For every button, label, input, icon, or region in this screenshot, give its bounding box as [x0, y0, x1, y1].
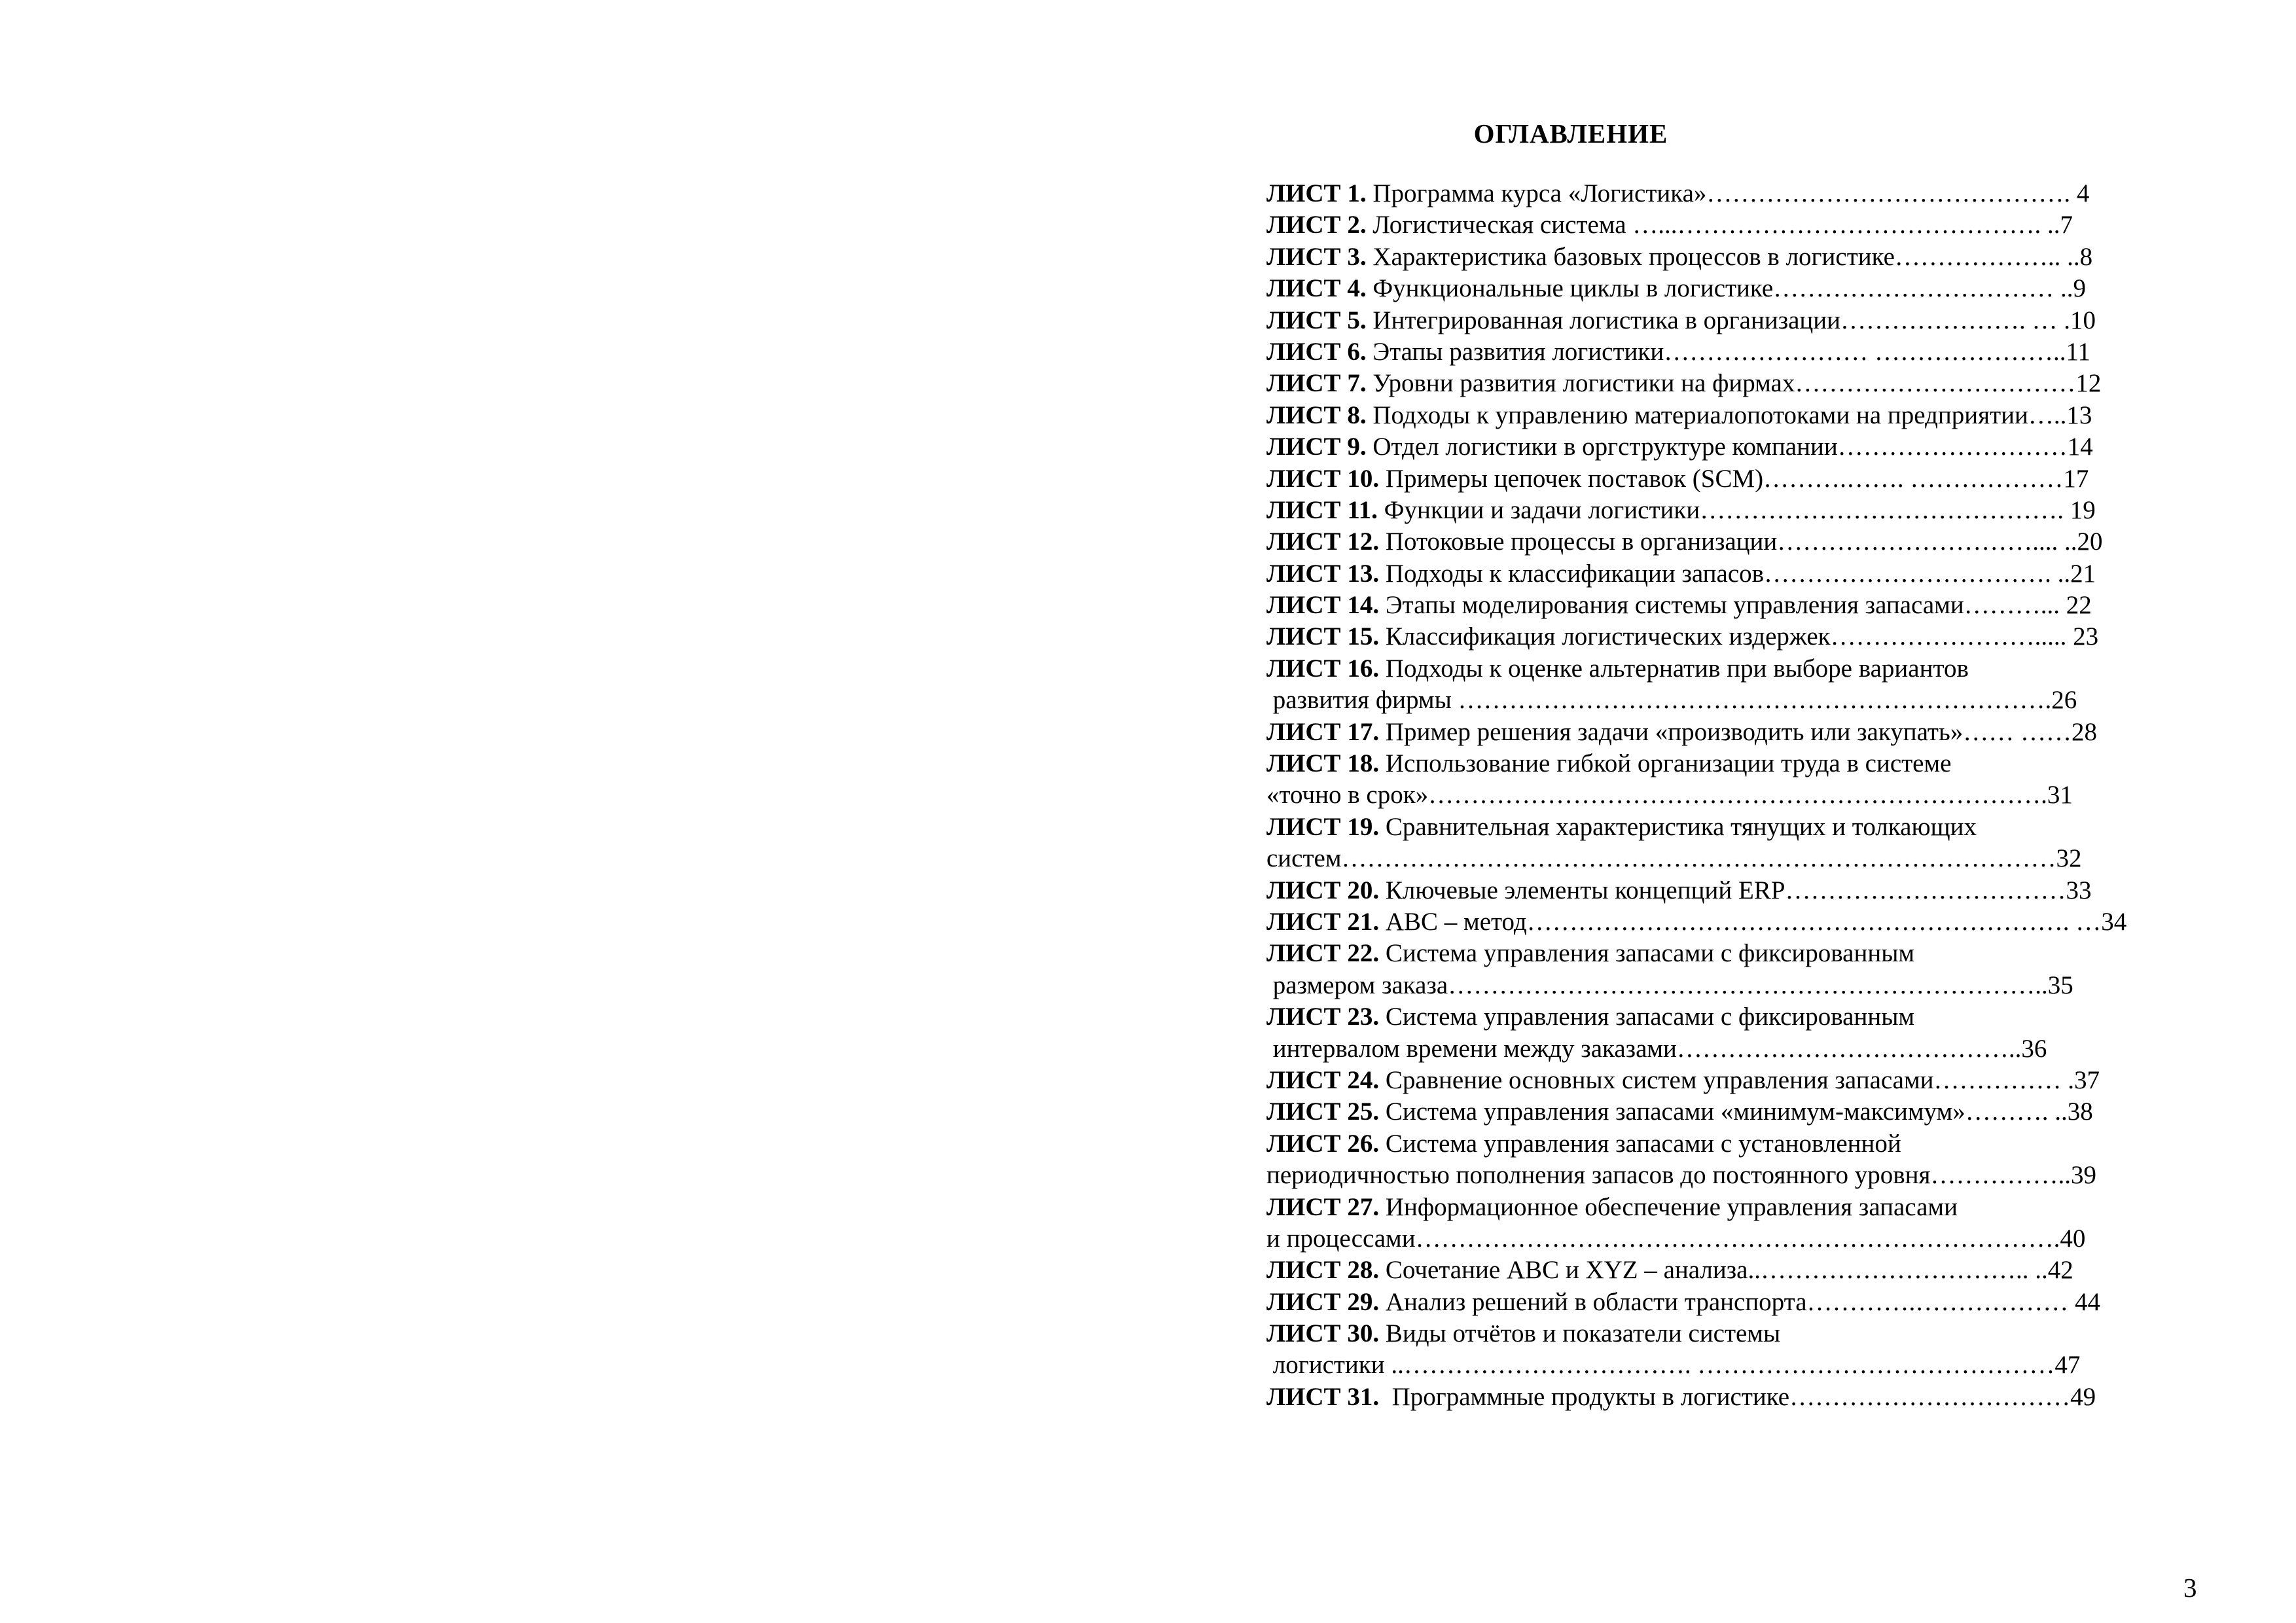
toc-entry-text: «точно в срок»……………………………………………………………….31	[1266, 781, 2073, 810]
toc-entry-continuation	[1266, 779, 2248, 811]
toc-entry	[1266, 812, 2248, 843]
toc-entry-label: ЛИСТ 9.	[1266, 433, 1367, 461]
toc-entry-label: ЛИСТ 27.	[1266, 1192, 1380, 1221]
toc-entry-text: Пример решения задачи «производить или закупать»…… ……28	[1379, 717, 2098, 746]
toc-entry-label: ЛИСТ 31.	[1266, 1382, 1380, 1411]
toc-entry-label: ЛИСТ 5.	[1266, 306, 1367, 334]
toc-entry-text: развития фирмы …………………………………………………………….26	[1266, 686, 2077, 715]
toc-entry-text: Сравнение основных систем управления запасами…………… .37	[1379, 1065, 2100, 1094]
toc-entry-continuation	[1266, 843, 2248, 874]
toc-entry-text: Ключевые элементы концепций ERP……………………………33	[1379, 876, 2092, 904]
toc-entry-label: ЛИСТ 1.	[1266, 179, 1367, 207]
toc-entry-label: ЛИСТ 25.	[1266, 1097, 1380, 1126]
toc-entry-text: Подходы к классификации запасов……………………………. ..21	[1379, 559, 2096, 588]
toc-entry	[1266, 748, 2248, 779]
toc-entry	[1266, 717, 2248, 748]
toc-entry-text: Функции и задачи логистики……………………………………. 19	[1377, 495, 2096, 524]
toc-entry-text: логистики ..……………………………. ……………………………………47	[1266, 1351, 2081, 1380]
toc-entry-text: Программа курса «Логистика»……………………………………. 4	[1366, 179, 2090, 207]
toc-entry-text: Примеры цепочек поставок (SCM)……….……. ………………17	[1379, 464, 2089, 493]
page-number: 3	[2183, 1573, 2197, 1603]
toc-entry-label: ЛИСТ 30.	[1266, 1319, 1380, 1348]
toc-entry	[1266, 558, 2248, 590]
toc-entry-label: ЛИСТ 11.	[1266, 495, 1378, 524]
toc-entry-label: ЛИСТ 28.	[1266, 1256, 1380, 1285]
toc-entry-text: Информационное обеспечение управления запасами	[1379, 1192, 1958, 1221]
toc-entry	[1266, 400, 2248, 431]
toc-entry-label: ЛИСТ 7.	[1266, 369, 1367, 398]
toc-entry-text: Сравнительная характеристика тянущих и толкающих	[1379, 812, 1977, 841]
toc-entry-text: Использование гибкой организации труда в системе	[1379, 749, 1952, 778]
toc-entry-label: ЛИСТ 3.	[1266, 242, 1367, 271]
toc-entry-text: Система управления запасами с фиксированным	[1379, 1003, 1915, 1031]
toc-entry	[1266, 526, 2248, 558]
toc-entry-text: периодичностью пополнения запасов до постоянного уровня……………..39	[1266, 1161, 2096, 1190]
toc-entry	[1266, 1255, 2248, 1286]
toc-entry-text: Система управления запасами «минимум-максимум»………. ..38	[1379, 1097, 2093, 1126]
toc-entry	[1266, 875, 2248, 906]
toc-entry-label: ЛИСТ 26.	[1266, 1129, 1380, 1158]
toc-entry-label: ЛИСТ 19.	[1266, 812, 1380, 841]
toc-entry-text: систем…………………………………………………………………………32	[1266, 844, 2082, 873]
toc-entry-text: Функциональные циклы в логистике…………………………… ..9	[1366, 274, 2086, 303]
toc-entry-text: Подходы к управлению материалопотоками на предприятии…..13	[1366, 401, 2092, 429]
toc-entry	[1266, 1096, 2248, 1128]
toc-entry	[1266, 273, 2248, 304]
contents-heading: ОГЛАВЛЕНИЕ	[1473, 118, 1668, 149]
toc-entry-continuation	[1266, 1033, 2248, 1065]
toc-entry	[1266, 336, 2248, 368]
toc-entry-text: Этапы моделирования системы управления запасами………... 22	[1379, 591, 2092, 620]
toc-entry	[1266, 431, 2248, 463]
toc-entry	[1266, 653, 2248, 685]
toc-entry-continuation	[1266, 685, 2248, 716]
toc-entry-label: ЛИСТ 29.	[1266, 1287, 1380, 1316]
toc-entry-text: Анализ решений в области транспорта………….……………… 44	[1379, 1287, 2100, 1316]
toc-entry-label: ЛИСТ 20.	[1266, 876, 1380, 904]
toc-entry-label: ЛИСТ 13.	[1266, 559, 1380, 588]
toc-entry-label: ЛИСТ 21.	[1266, 907, 1380, 936]
toc-entry-continuation	[1266, 1223, 2248, 1255]
toc-entry	[1266, 1287, 2248, 1318]
toc-entry	[1266, 368, 2248, 399]
toc-entry-label: ЛИСТ 8.	[1266, 401, 1367, 429]
toc-entry	[1266, 1318, 2248, 1349]
toc-entry-label: ЛИСТ 4.	[1266, 274, 1367, 303]
toc-entry-text: размером заказа……………………………………………………………..35	[1266, 971, 2073, 999]
toc-entry-text: Логистическая система …...……………………………………. ..7	[1366, 211, 2073, 240]
toc-entry-text: Программные продукты в логистике……………………………49	[1379, 1382, 2096, 1411]
toc-entry-continuation	[1266, 970, 2248, 1001]
toc-entry-text: Система управления запасами с установленной	[1379, 1129, 1901, 1158]
toc-entry-continuation	[1266, 1160, 2248, 1191]
toc-entry	[1266, 1065, 2248, 1096]
toc-entry-label: ЛИСТ 24.	[1266, 1065, 1380, 1094]
toc-entry	[1266, 178, 2248, 209]
toc-entry-text: интервалом времени между заказами…………………………………..36	[1266, 1034, 2047, 1063]
toc-entry	[1266, 1001, 2248, 1033]
toc-entry	[1266, 209, 2248, 241]
toc-entry-text: Сочетание АВС и XYZ – анализа..………………………….. ..42	[1379, 1256, 2073, 1285]
toc-entry-text: АВС – метод………………………………………………………. …34	[1379, 907, 2127, 936]
toc-entry-label: ЛИСТ 2.	[1266, 211, 1367, 240]
toc-entry-label: ЛИСТ 23.	[1266, 1003, 1380, 1031]
toc-entry-text: и процессами………………………………………………………………….40	[1266, 1224, 2086, 1253]
toc-entry	[1266, 305, 2248, 336]
toc-entry-text: Отдел логистики в оргструктуре компании………………………14	[1366, 433, 2093, 461]
toc-entry	[1266, 463, 2248, 495]
toc-entry-text: Характеристика базовых процессов в логистике……………….. ..8	[1366, 242, 2093, 271]
toc-entry	[1266, 495, 2248, 526]
toc-entry-text: Подходы к оценке альтернатив при выборе вариантов	[1379, 654, 1969, 683]
toc-entry	[1266, 938, 2248, 969]
toc-entry	[1266, 621, 2248, 652]
toc-entry-label: ЛИСТ 16.	[1266, 654, 1380, 683]
toc-entry-text: Уровни развития логистики на фирмах……………………………12	[1366, 369, 2102, 398]
toc-entry-text: Потоковые процессы в организации………………………….... ..20	[1379, 527, 2103, 556]
toc-entry-label: ЛИСТ 14.	[1266, 591, 1380, 620]
toc-entry	[1266, 241, 2248, 273]
toc-entry-text: Классификация логистических издержек……………………..... 23	[1379, 622, 2099, 651]
table-of-contents	[1266, 178, 2248, 1413]
toc-entry	[1266, 590, 2248, 621]
toc-entry-text: Система управления запасами с фиксированным	[1379, 939, 1915, 968]
toc-entry-label: ЛИСТ 17.	[1266, 717, 1380, 746]
toc-entry-continuation	[1266, 1349, 2248, 1381]
toc-entry-text: Интегрированная логистика в организации…………………. … .10	[1366, 306, 2096, 334]
toc-entry	[1266, 906, 2248, 938]
toc-entry-label: ЛИСТ 10.	[1266, 464, 1380, 493]
toc-entry-text: Виды отчётов и показатели системы	[1379, 1319, 1781, 1348]
toc-entry	[1266, 1382, 2248, 1413]
toc-entry	[1266, 1192, 2248, 1223]
toc-entry-label: ЛИСТ 15.	[1266, 622, 1380, 651]
toc-entry-label: ЛИСТ 22.	[1266, 939, 1380, 968]
toc-entry-label: ЛИСТ 6.	[1266, 337, 1367, 366]
toc-entry-label: ЛИСТ 12.	[1266, 527, 1380, 556]
toc-entry-text: Этапы развития логистики…………………… …………………..11	[1366, 337, 2090, 366]
toc-entry-label: ЛИСТ 18.	[1266, 749, 1380, 778]
toc-entry	[1266, 1128, 2248, 1160]
